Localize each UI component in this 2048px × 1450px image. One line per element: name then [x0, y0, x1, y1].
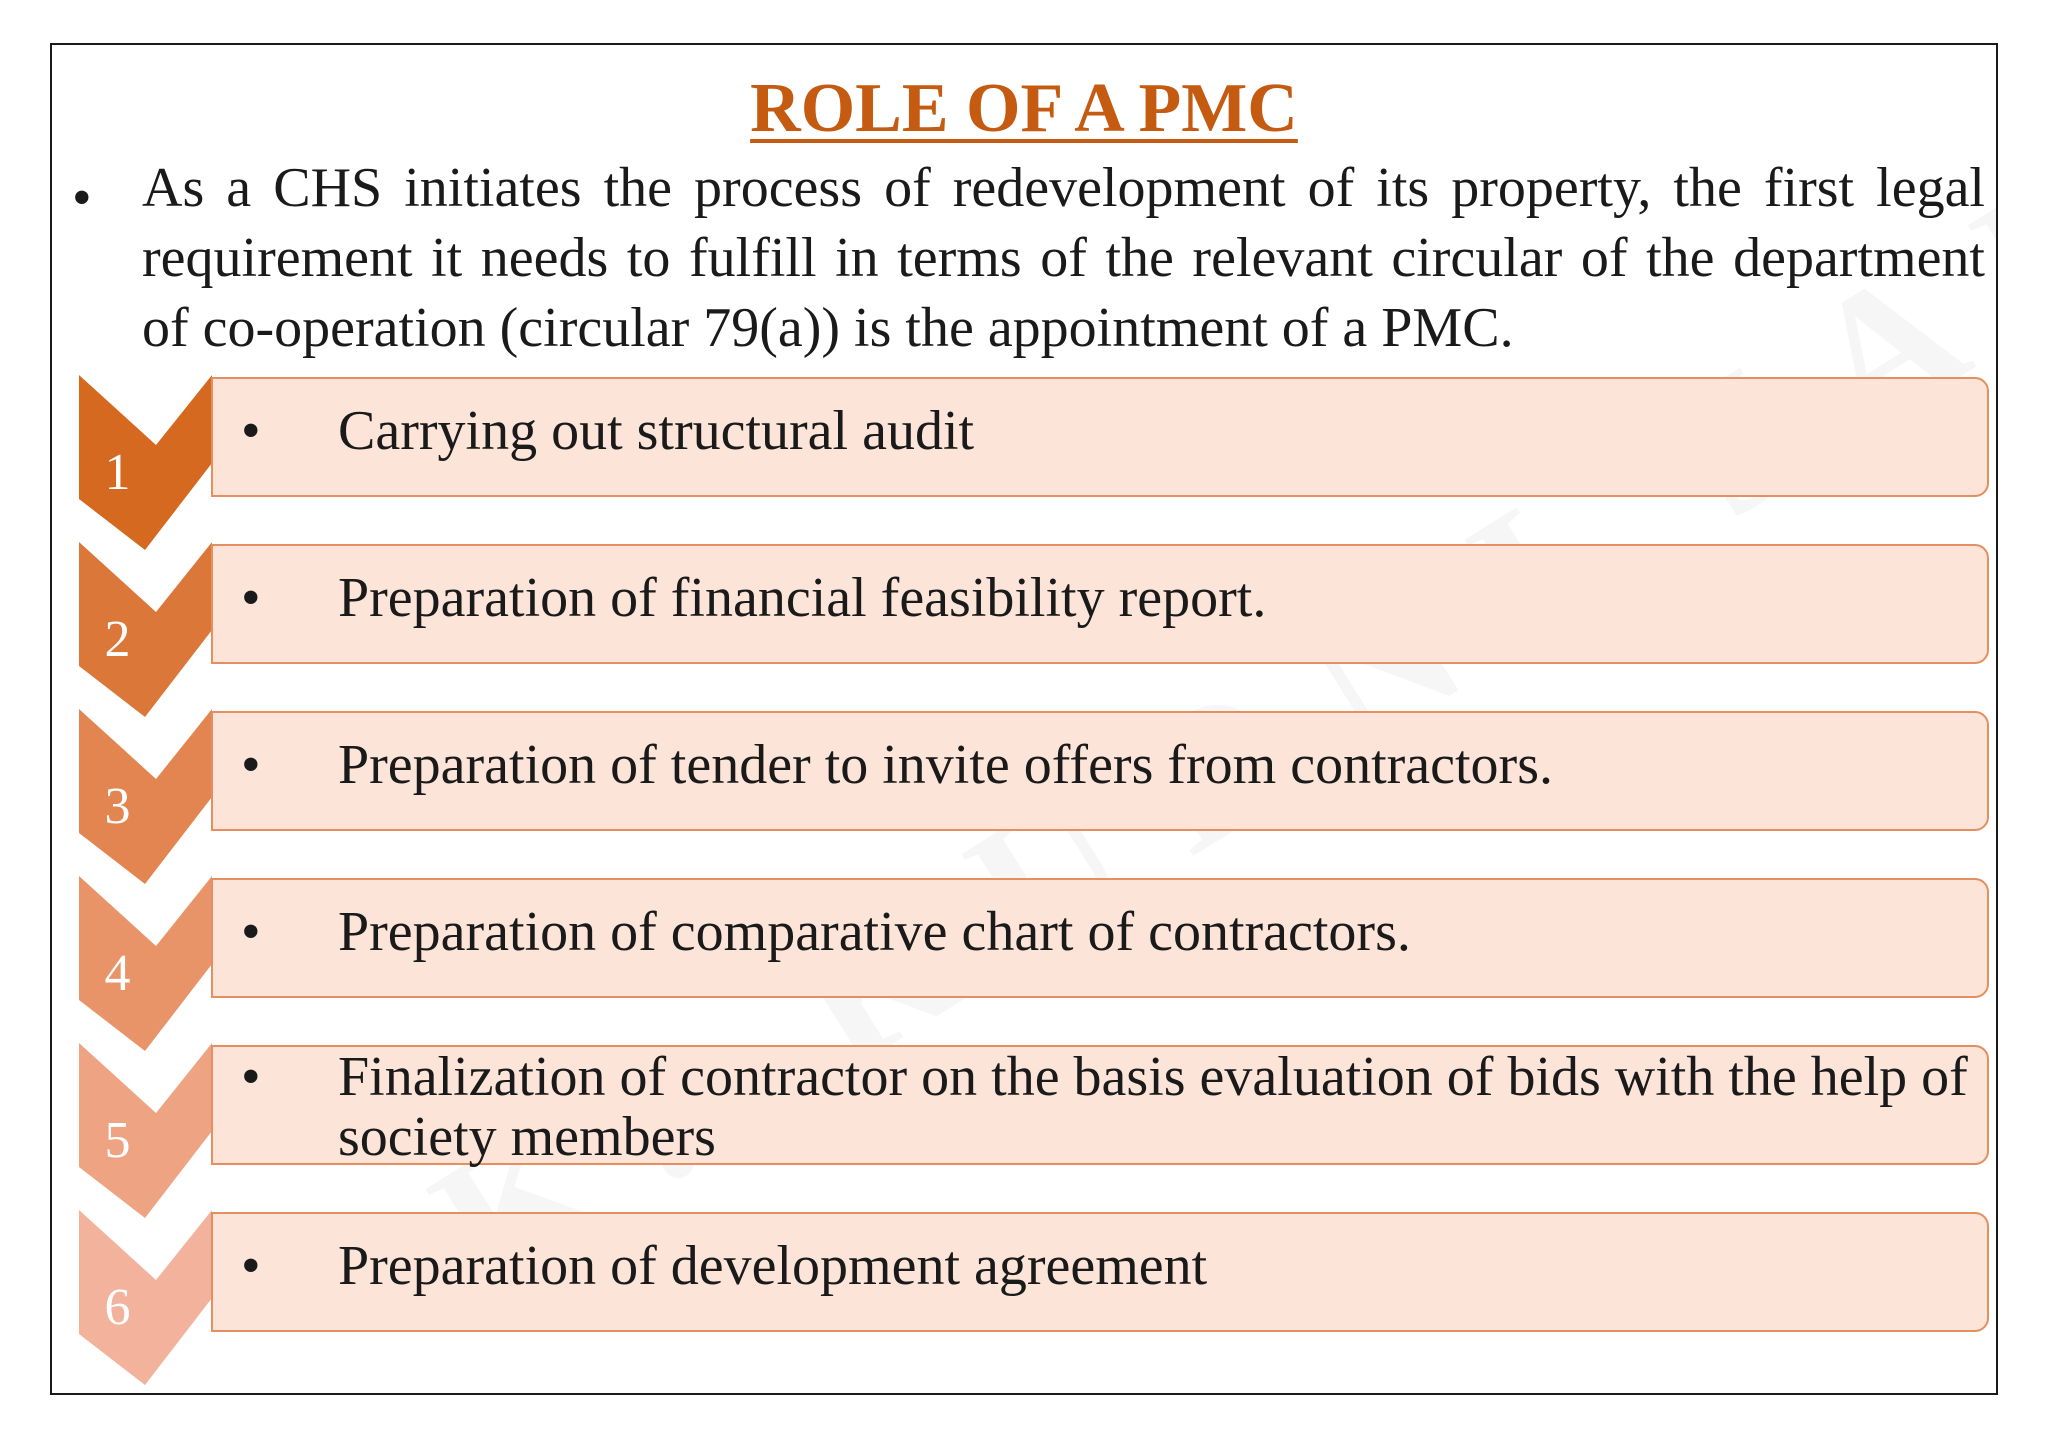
step-number: 3	[104, 778, 131, 835]
step-text: Carrying out structural audit	[338, 400, 975, 462]
step-text: Preparation of development agreement	[338, 1235, 1208, 1297]
step-box	[211, 711, 1989, 831]
slide-frame	[50, 43, 1998, 1395]
step-bullet: •	[241, 567, 261, 629]
step-bullet: •	[241, 734, 261, 796]
step-number: 6	[104, 1279, 131, 1336]
step-item	[52, 1043, 1996, 1218]
step-number: 2	[104, 611, 131, 668]
step-box	[211, 1045, 1989, 1168]
step-number: 1	[104, 444, 131, 501]
step-text: Preparation of financial feasibility report.	[338, 567, 1267, 629]
step-item	[52, 709, 1996, 884]
step-number: 4	[104, 945, 131, 1002]
step-item	[52, 1210, 1996, 1385]
step-box	[211, 377, 1989, 497]
step-text: Preparation of tender to invite offers from contractors.	[338, 734, 1553, 796]
steps-list	[52, 45, 1996, 1393]
step-box	[211, 544, 1989, 664]
slide-title: ROLE OF A PMC	[750, 70, 1298, 147]
step-text: Finalization of contractor on the basis evaluation of bids with the help of society members	[338, 1046, 1968, 1168]
step-bullet: •	[241, 400, 261, 462]
intro-paragraph: As a CHS initiates the process of redevelopment of its property, the first legal requirement it needs to fulfill in terms of the relevant circular of the department of co-operation (circular 79(a)) is the appointment of a PMC.	[142, 157, 1985, 359]
step-bullet: •	[241, 1235, 261, 1297]
step-item	[52, 375, 1996, 550]
intro-bullet: •	[72, 167, 92, 229]
step-item	[52, 542, 1996, 717]
step-box	[211, 878, 1989, 998]
step-text: Preparation of comparative chart of contractors.	[338, 901, 1411, 963]
step-number: 5	[104, 1112, 131, 1169]
step-item	[52, 876, 1996, 1051]
step-bullet: •	[241, 901, 261, 963]
step-bullet: •	[241, 1046, 261, 1108]
step-box	[211, 1212, 1989, 1332]
